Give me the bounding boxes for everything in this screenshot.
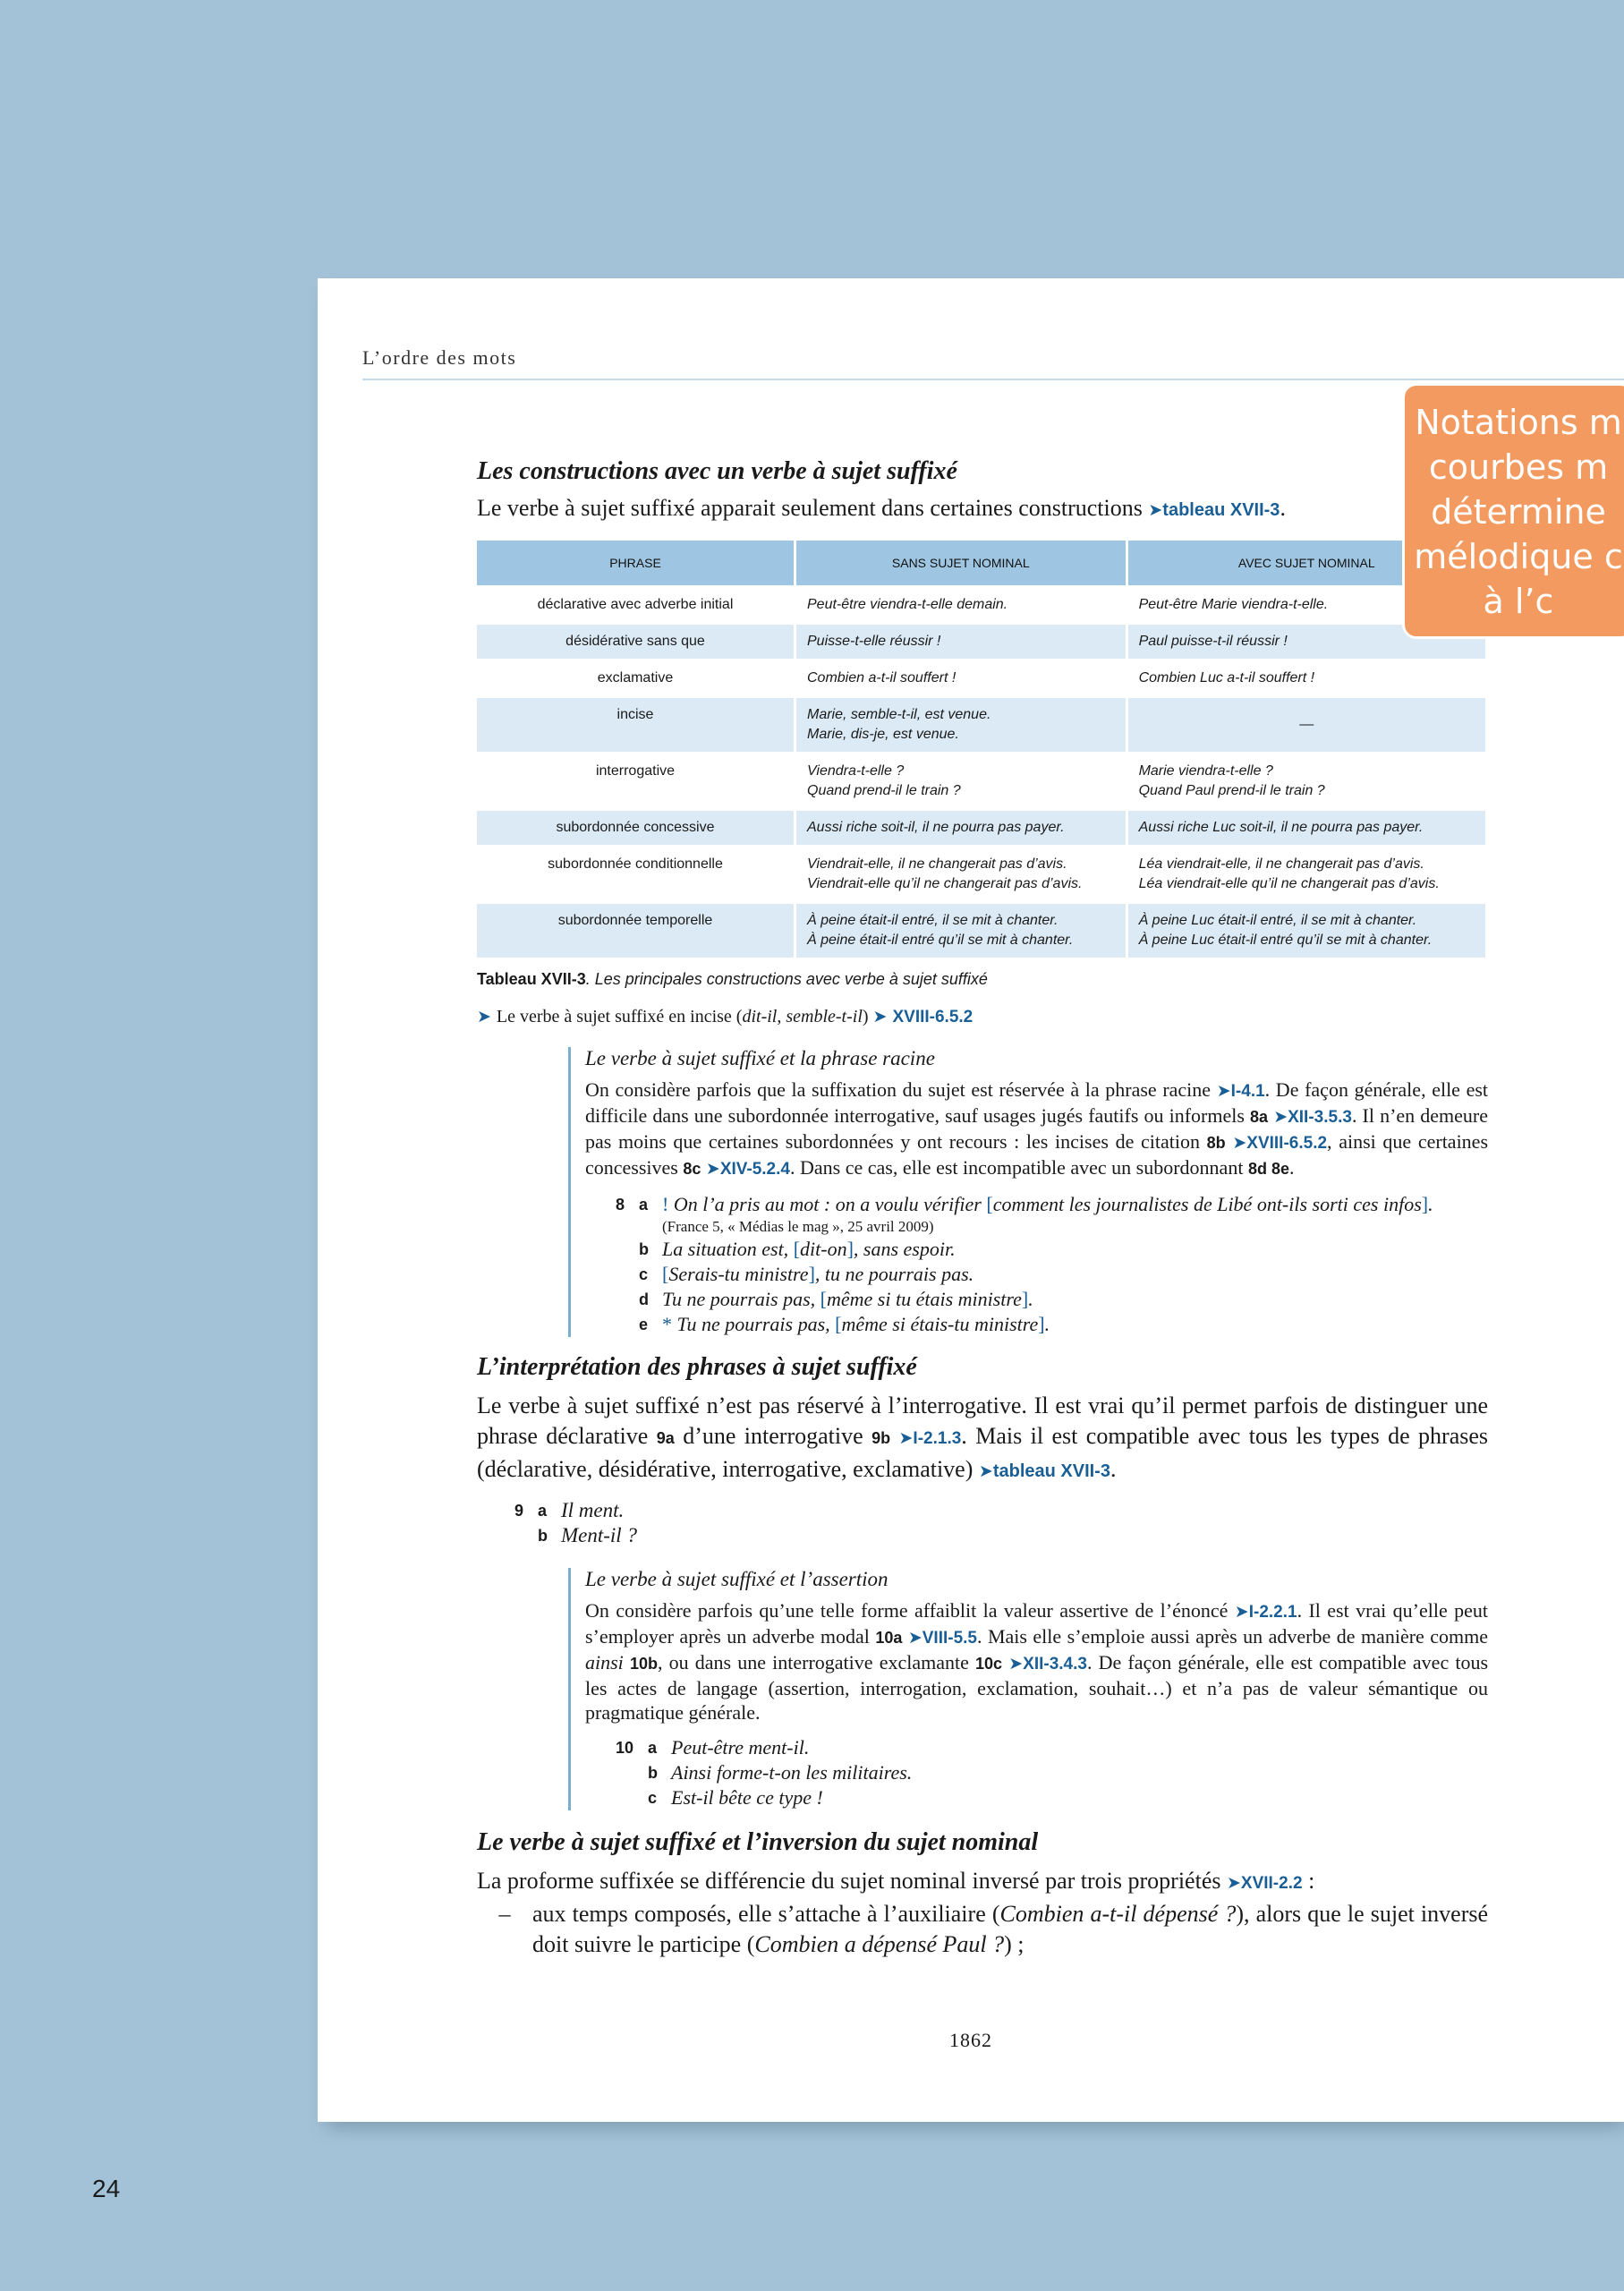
arrow-icon: ➤	[1008, 1655, 1024, 1674]
example-text: Peut-être ment-il.	[671, 1736, 810, 1759]
arrow-icon: ➤	[1234, 1603, 1249, 1622]
box-paragraph	[585, 1077, 1488, 1181]
text: . De façon générale, elle est difficile dans une subordonnée interrogative, sauf usages jugés fautifs ou informels	[585, 1078, 1489, 1127]
table-row	[477, 810, 1487, 847]
arrow-icon: ➤	[898, 1429, 914, 1448]
table-row	[477, 903, 1487, 958]
example-letter: a	[538, 1502, 548, 1520]
table-cell: exclamative	[477, 660, 795, 697]
example-letter: a	[648, 1739, 658, 1757]
text: . Il est vrai qu’elle peut s’employer après un adverbe modal	[585, 1599, 1488, 1648]
marker: !	[662, 1193, 669, 1215]
arrow-icon: ➤	[705, 1160, 720, 1179]
text: ) ;	[1004, 1931, 1025, 1957]
table-cell: Peut-être Marie viendra-t-elle.	[1127, 587, 1486, 624]
text: aux temps composés, elle s’attache à l’auxiliaire (	[532, 1901, 1000, 1927]
remark-box-phrase-racine	[568, 1047, 1488, 1337]
example-block-8	[616, 1192, 1488, 1337]
example-letter: b	[538, 1527, 548, 1545]
bracket: [	[986, 1193, 993, 1215]
table-row	[477, 660, 1487, 697]
example-source: (France 5, « Médias le mag », 25 avril 2009)	[662, 1218, 934, 1235]
page-content	[477, 457, 1488, 1960]
example-number: 9	[514, 1502, 524, 1520]
example-letter: d	[639, 1290, 649, 1308]
section-title-constructions: Les constructions avec un verbe à sujet suffixé	[477, 457, 957, 485]
example-number: 9a	[656, 1429, 675, 1447]
table-cell: Combien a-t-il souffert !	[795, 660, 1127, 697]
arrow-icon: ➤	[978, 1462, 993, 1481]
example-number: 8c	[683, 1160, 701, 1178]
remark-box-assertion	[568, 1568, 1488, 1810]
crossref-note	[477, 1007, 1488, 1027]
crossref-link[interactable]: XIV-5.2.4	[719, 1160, 790, 1179]
caption-label: Tableau XVII-3	[477, 970, 586, 988]
section-title-inversion: Le verbe à sujet suffixé et l’inversion du sujet nominal	[477, 1828, 1039, 1856]
text: . Mais elle s’emploie aussi après un adverbe de manière comme	[977, 1625, 1489, 1648]
example-number: 8d 8e	[1247, 1160, 1289, 1178]
orange-callout	[1402, 383, 1624, 639]
arrow-icon: ➤	[1232, 1134, 1247, 1153]
text: La proforme suffixée se différencie du sujet nominal inversé par trois propriétés	[477, 1868, 1221, 1894]
table-caption	[477, 970, 1488, 989]
crossref-link[interactable]: XII-3.4.3	[1023, 1655, 1087, 1674]
text: , tu ne pourrais pas.	[814, 1263, 974, 1285]
asterisk-marker: *	[662, 1313, 672, 1335]
table-cell: subordonnée temporelle	[477, 903, 795, 958]
example-text: [Serais-tu ministre], tu ne pourrais pas.	[662, 1263, 974, 1285]
text: . Il n’en demeure pas moins que certaines subordonnées y ont recours : les incises de citation	[585, 1104, 1489, 1153]
text: comment les journalistes de Libé ont-ils sorti ces infos	[992, 1193, 1422, 1215]
section-intro: Le verbe à sujet suffixé apparait seulement dans certaines constructions ➤tableau XVII-3.	[477, 495, 1286, 521]
header-rule	[362, 379, 1624, 380]
text: , ou dans une interrogative exclamante	[657, 1651, 969, 1674]
example-number: 10	[616, 1739, 634, 1757]
text: dit-on	[800, 1238, 847, 1260]
text: On considère parfois que la suffixation du sujet est réservée à la phrase racine	[585, 1078, 1212, 1101]
example-item	[616, 1785, 1488, 1810]
table-cell: Puisse-t-elle réussir !	[795, 624, 1127, 660]
box-title: Le verbe à sujet suffixé et la phrase racine	[585, 1047, 935, 1069]
crossref-link[interactable]: XVII-2.2	[1240, 1874, 1303, 1893]
text: . Dans ce cas, elle est incompatible avec un subordonnant	[789, 1156, 1244, 1179]
column-header: PHRASE	[477, 541, 795, 587]
example-letter: e	[639, 1316, 649, 1333]
text: :	[1302, 1868, 1315, 1894]
box-title: Le verbe à sujet suffixé et l’assertion	[585, 1568, 889, 1590]
text: .	[1428, 1193, 1433, 1215]
list-item	[477, 1899, 1488, 1960]
text: Tu ne pourrais pas,	[672, 1313, 836, 1335]
italic-example: Combien a-t-il dépensé ?	[999, 1901, 1237, 1927]
example-number: 10c	[975, 1655, 1003, 1673]
outer-page-number: 24	[92, 2175, 121, 2202]
crossref-link[interactable]: VIII-5.5	[922, 1629, 977, 1648]
arrow-icon: ➤	[1226, 1874, 1241, 1893]
table-cell: Aussi riche Luc soit-il, il ne pourra pas payer.	[1127, 810, 1486, 847]
table-header-row	[477, 541, 1487, 587]
note-example: dit-il	[742, 1007, 778, 1026]
text: ), alors que le sujet inversé doit suivre le participe (	[532, 1901, 1489, 1957]
text: Le verbe à sujet suffixé n’est pas réservé à l’interrogative. Il est vrai qu’il permet parfois de distinguer une phrase déclarative	[477, 1392, 1488, 1449]
table-cell: Viendrait-elle, il ne changerait pas d’avis. Viendrait-elle qu’il ne changerait pas d’avis.	[795, 847, 1127, 903]
table-cell: subordonnée conditionnelle	[477, 847, 795, 903]
table-cell: Paul puisse-t-il réussir !	[1127, 624, 1486, 660]
callout-line: détermine	[1431, 492, 1606, 532]
example-item	[514, 1523, 1488, 1548]
running-head: L’ordre des mots	[362, 346, 517, 369]
example-text: Est-il bête ce type !	[671, 1786, 823, 1809]
example-text	[662, 1192, 1433, 1217]
note-text: )	[862, 1007, 869, 1026]
column-header: SANS SUJET NOMINAL	[795, 541, 1127, 587]
arrow-icon: ➤	[872, 1008, 888, 1026]
crossref-link[interactable]: XVIII-6.5.2	[1246, 1134, 1328, 1153]
table-cell: —	[1127, 697, 1486, 754]
note-text: Le verbe à sujet suffixé en incise (	[496, 1007, 743, 1026]
example-number: 8b	[1206, 1134, 1226, 1152]
example-item	[616, 1312, 1488, 1337]
text: même si étais-tu ministre	[841, 1313, 1039, 1335]
example-text: Il ment.	[561, 1499, 625, 1521]
example-block-9	[514, 1498, 1488, 1548]
text: Serais-tu ministre	[668, 1263, 809, 1285]
example-number: 8a	[1250, 1108, 1269, 1126]
text: , sans espoir.	[853, 1238, 956, 1260]
text: même si tu étais ministre	[826, 1288, 1022, 1310]
example-text: Ainsi forme-t-on les militaires.	[671, 1761, 913, 1784]
caption-text: . Les principales constructions avec verbe à sujet suffixé	[585, 970, 988, 988]
text: .	[1110, 1456, 1117, 1482]
example-number: 8	[616, 1196, 625, 1214]
table-cell: déclarative avec adverbe initial	[477, 587, 795, 624]
box-paragraph	[585, 1598, 1488, 1725]
arrow-icon: ➤	[907, 1629, 923, 1648]
arrow-icon: ➤	[1216, 1082, 1231, 1101]
list-bullet: –	[498, 1901, 511, 1927]
table-cell: subordonnée concessive	[477, 810, 795, 847]
page-folio: 1862	[949, 2029, 992, 2051]
text: . Mais il est compatible avec tous les types de phrases (déclarative, désidérative, interrogative, exclamative)	[477, 1423, 1489, 1482]
bracket: ]	[1421, 1193, 1429, 1215]
italic-word: ainsi	[585, 1651, 624, 1674]
table-cell: désidérative sans que	[477, 624, 795, 660]
table-cell: Léa viendrait-elle, il ne changerait pas d’avis. Léa viendrait-elle qu’il ne changerait pas d’avis.	[1127, 847, 1486, 903]
text: La situation est,	[662, 1238, 794, 1260]
table-cell: interrogative	[477, 754, 795, 810]
text: On l’a pris au mot : on a voulu vérifier	[668, 1193, 987, 1215]
example-text: La situation est, [dit-on], sans espoir.	[662, 1238, 956, 1260]
table-row	[477, 587, 1487, 624]
arrow-icon: ➤	[1273, 1108, 1288, 1127]
constructions-table	[477, 541, 1488, 958]
section-paragraph	[477, 1391, 1488, 1487]
example-item	[616, 1192, 1488, 1217]
crossref-link[interactable]: XII-3.5.3	[1288, 1108, 1352, 1127]
table-cell: Marie viendra-t-elle ? Quand Paul prend-il le train ?	[1127, 754, 1486, 810]
example-item	[616, 1735, 1488, 1760]
example-item	[616, 1287, 1488, 1312]
table-cell: Viendra-t-elle ? Quand prend-il le train ?	[795, 754, 1127, 810]
text: Tu ne pourrais pas,	[662, 1288, 821, 1310]
intro-text: Le verbe à sujet suffixé apparait seulement dans certaines constructions	[477, 495, 1143, 521]
callout-line: à l’c	[1483, 582, 1554, 621]
table-link[interactable]: tableau XVII-3	[992, 1461, 1110, 1481]
example-number: 10b	[629, 1655, 658, 1673]
crossref-link[interactable]: I-2.1.3	[913, 1429, 962, 1448]
example-item	[514, 1498, 1488, 1523]
table-cell: Peut-être viendra-t-elle demain.	[795, 587, 1127, 624]
example-letter: c	[648, 1789, 658, 1807]
table-cell: Combien Luc a-t-il souffert !	[1127, 660, 1486, 697]
example-item	[616, 1760, 1488, 1785]
table-cell: Aussi riche soit-il, il ne pourra pas payer.	[795, 810, 1127, 847]
crossref-link[interactable]: I-4.1	[1230, 1082, 1265, 1101]
example-item	[616, 1237, 1488, 1262]
text: On considère parfois qu’une telle forme affaiblit la valeur assertive de l’énoncé	[585, 1599, 1229, 1622]
text: .	[1028, 1288, 1033, 1310]
table-link[interactable]: tableau XVII-3	[1162, 500, 1280, 520]
table-cell: À peine était-il entré, il se mit à chanter. À peine était-il entré qu’il se mit à chanter.	[795, 903, 1127, 958]
example-number: 9b	[872, 1429, 891, 1447]
arrow-icon: ➤	[1148, 501, 1163, 520]
note-separator: ,	[777, 1007, 786, 1026]
example-block-10	[616, 1735, 1488, 1810]
column-header: AVEC SUJET NOMINAL	[1127, 541, 1486, 587]
arrow-icon: ➤	[477, 1008, 491, 1026]
text: , ainsi que certaines concessives	[585, 1130, 1489, 1179]
example-letter: b	[648, 1764, 658, 1782]
example-text: * Tu ne pourrais pas, [même si étais-tu ministre].	[662, 1313, 1050, 1335]
example-text: Tu ne pourrais pas, [même si tu étais ministre].	[662, 1288, 1033, 1310]
italic-example: Combien a dépensé Paul ?	[754, 1931, 1005, 1957]
text: .	[1044, 1313, 1050, 1335]
section-paragraph	[477, 1866, 1488, 1899]
callout-line: mélodique c	[1414, 537, 1623, 576]
table-body	[477, 587, 1487, 958]
table-row	[477, 697, 1487, 754]
crossref-link[interactable]: I-2.2.1	[1248, 1603, 1297, 1622]
crossref-link[interactable]: XVIII-6.5.2	[892, 1008, 974, 1026]
table-row	[477, 624, 1487, 660]
note-example: semble-t-il	[786, 1007, 863, 1026]
text: . De façon générale, elle est compatible avec tous les actes de langage (assertion, interrogation, exclamation, souhait…) et n’a pas de valeur sémantique ou pragmatique générale.	[585, 1651, 1489, 1724]
list-text	[532, 1899, 1488, 1960]
example-text: Ment-il ?	[561, 1524, 637, 1546]
table-row	[477, 847, 1487, 903]
table-cell: À peine Luc était-il entré, il se mit à chanter. À peine Luc était-il entré qu’il se mit à chanter.	[1127, 903, 1486, 958]
text: d’une interrogative	[683, 1423, 863, 1449]
text: .	[1288, 1156, 1295, 1179]
section-title-interpretation: L’interprétation des phrases à sujet suffixé	[477, 1353, 917, 1381]
example-letter: c	[639, 1265, 649, 1283]
example-letter: b	[639, 1240, 649, 1258]
table-row	[477, 754, 1487, 810]
table-cell: Marie, semble-t-il, est venue. Marie, dis-je, est venue.	[795, 697, 1127, 754]
table-cell: incise	[477, 697, 795, 754]
example-item	[616, 1262, 1488, 1287]
example-letter: a	[639, 1196, 649, 1214]
example-number: 10a	[875, 1629, 903, 1647]
callout-line: Notations m	[1415, 403, 1622, 442]
callout-line: courbes m	[1428, 447, 1609, 487]
